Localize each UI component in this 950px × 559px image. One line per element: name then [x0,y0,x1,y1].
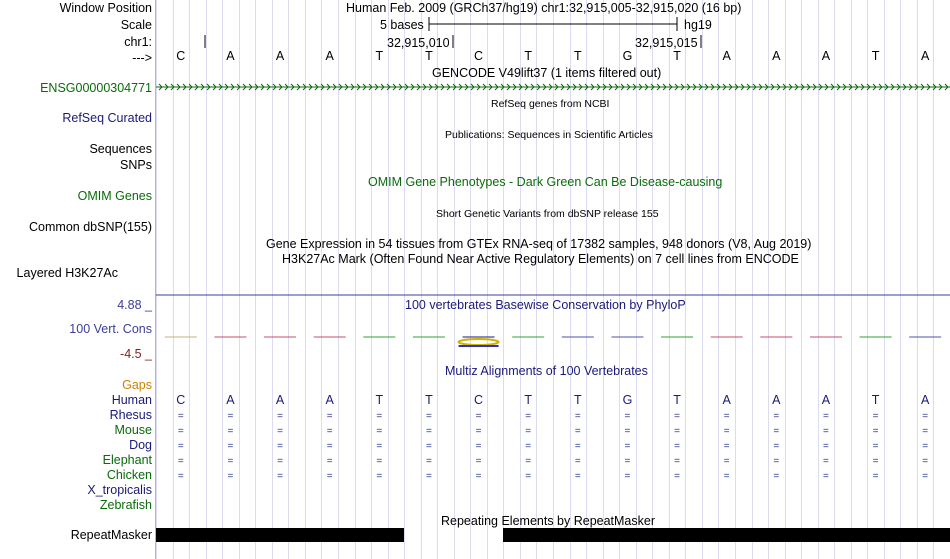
aligned-identity-mark: = [723,441,730,452]
sequence-base: T [573,49,582,63]
sequence-base: C [176,49,186,63]
aligned-identity-mark: = [773,456,780,467]
omim-track-title: OMIM Gene Phenotypes - Dark Green Can Be Disease-causing [368,175,723,189]
aligned-identity-mark: = [475,471,482,482]
human-aligned-base: A [325,393,334,407]
aligned-identity-mark: = [823,426,829,437]
species-label: Rhesus [109,408,152,422]
track-label-refseq[interactable]: RefSeq Curated [62,111,152,125]
aligned-identity-mark: = [773,441,780,452]
aligned-identity-mark: = [426,426,432,437]
aligned-identity-mark: = [376,471,383,482]
human-aligned-base: T [375,393,384,407]
aligned-identity-mark: = [872,426,879,437]
aligned-identity-mark: = [525,411,532,422]
aligned-identity-mark: = [277,411,283,422]
aligned-identity-mark: = [376,411,383,422]
aligned-identity-mark: = [227,411,234,422]
aligned-identity-mark: = [475,411,482,422]
aligned-identity-mark: = [773,426,780,437]
species-label: Dog [129,438,152,452]
human-aligned-base: A [772,393,781,407]
track-label-gencode[interactable]: ENSG00000304771 [40,81,152,95]
strand-label: ---> [132,51,152,65]
track-label-omim[interactable]: OMIM Genes [77,189,152,203]
aligned-identity-mark: = [475,426,482,437]
aligned-identity-mark: = [872,441,879,452]
aligned-identity-mark: = [525,456,532,467]
human-aligned-base: T [425,393,433,407]
conservation-peak [459,339,499,345]
aligned-identity-mark: = [326,471,333,482]
aligned-identity-mark: = [277,426,283,437]
aligned-identity-mark: = [277,456,283,467]
coord-label-a: 32,915,010 [387,36,450,50]
aligned-identity-mark: = [773,411,780,422]
aligned-identity-mark: = [227,456,234,467]
track-data-area [156,0,950,559]
aligned-identity-mark: = [227,441,234,452]
human-aligned-base: A [821,393,831,407]
aligned-identity-mark: = [823,411,829,422]
aligned-identity-mark: = [574,411,581,422]
sequence-base: G [622,49,633,63]
repeat-block-right[interactable] [503,528,950,542]
aligned-identity-mark: = [574,441,581,452]
cons-min-value: -4.5 _ [120,347,152,361]
human-aligned-base: A [722,393,731,407]
sequence-base: A [226,49,235,63]
aligned-identity-mark: = [326,426,333,437]
gencode-gene-feature[interactable] [156,84,950,90]
aligned-identity-mark: = [674,456,680,467]
aligned-identity-mark: = [277,471,283,482]
aligned-identity-mark: = [872,411,879,422]
sequence-base: T [871,49,880,63]
track-graphics [156,0,950,559]
human-aligned-base: A [921,393,930,407]
aligned-identity-mark: = [922,426,929,437]
human-aligned-base: T [524,393,532,407]
track-label-conservation[interactable]: 100 Vert. Cons [69,322,152,336]
aligned-identity-mark: = [922,471,929,482]
aligned-identity-mark: = [674,471,680,482]
h3k27ac-track-title: H3K27Ac Mark (Often Found Near Active Regulatory Elements) on 7 cell lines from ENCODE [282,252,799,266]
track-label-gaps: Gaps [122,378,152,392]
aligned-identity-mark: = [525,426,532,437]
aligned-identity-mark: = [525,471,532,482]
repeatmasker-track-title: Repeating Elements by RepeatMasker [441,514,656,528]
species-label: Chicken [106,468,152,482]
window-position-value: Human Feb. 2009 (GRCh37/hg19) chr1:32,915,005-32,915,020 (16 bp) [346,1,742,15]
aligned-identity-mark: = [674,411,680,422]
sequence-base: T [425,49,433,63]
track-label-dbsnp[interactable]: Common dbSNP(155) [29,220,152,234]
gtex-track-title: Gene Expression in 54 tissues from GTEx RNA-seq of 17382 samples, 948 donors (V8, Aug 2019) [266,237,812,251]
sequence-base: T [375,49,384,63]
aligned-identity-mark: = [624,426,631,437]
scale-label: Scale [120,18,152,32]
species-label: Human [111,393,152,407]
aligned-identity-mark: = [723,411,730,422]
aligned-identity-mark: = [624,411,631,422]
refseq-track-title: RefSeq genes from NCBI [491,98,610,110]
aligned-identity-mark: = [426,456,432,467]
track-label-sequences[interactable]: Sequences [89,142,152,156]
track-label-h3k27ac[interactable]: Layered H3K27Ac [16,266,118,280]
track-label-repeatmasker[interactable]: RepeatMasker [70,528,152,542]
sequence-base: T [673,49,681,63]
aligned-identity-mark: = [426,411,432,422]
aligned-identity-mark: = [426,471,432,482]
aligned-identity-mark: = [376,456,383,467]
aligned-identity-mark: = [177,441,184,452]
aligned-identity-mark: = [723,456,730,467]
aligned-identity-mark: = [574,426,581,437]
species-label: Zebrafish [99,498,152,512]
scale-bases: 5 bases [380,18,424,32]
sequence-base: C [474,49,484,63]
human-aligned-base: C [176,393,186,407]
scale-assembly: hg19 [684,18,712,32]
aligned-identity-mark: = [227,426,234,437]
aligned-identity-mark: = [326,441,333,452]
aligned-identity-mark: = [326,456,333,467]
aligned-identity-mark: = [872,471,879,482]
human-aligned-base: T [573,393,582,407]
sequence-base: A [772,49,781,63]
aligned-identity-mark: = [773,471,780,482]
aligned-identity-mark: = [177,426,184,437]
cons-max-value: 4.88 _ [117,298,152,312]
human-aligned-base: A [275,393,285,407]
aligned-identity-mark: = [177,456,184,467]
aligned-identity-mark: = [674,441,680,452]
dbsnp-track-title: Short Genetic Variants from dbSNP release 155 [436,208,659,220]
publications-track-title: Publications: Sequences in Scientific Articles [445,129,653,141]
aligned-identity-mark: = [426,441,432,452]
aligned-identity-mark: = [177,411,184,422]
human-aligned-base: T [871,393,880,407]
window-position-label: Window Position [59,1,152,15]
aligned-identity-mark: = [872,456,879,467]
human-aligned-base: A [226,393,235,407]
gencode-track-title: GENCODE V49lift37 (1 items filtered out) [432,66,662,80]
track-label-column [0,0,155,559]
coord-label-b: 32,915,015 [635,36,698,50]
aligned-identity-mark: = [823,441,829,452]
multiz-track-title: Multiz Alignments of 100 Vertebrates [445,364,648,378]
aligned-identity-mark: = [624,456,631,467]
species-label: Elephant [102,453,152,467]
aligned-identity-mark: = [922,441,929,452]
human-aligned-base: C [474,393,484,407]
sequence-base: A [921,49,930,63]
sequence-base: A [325,49,334,63]
aligned-identity-mark: = [326,411,333,422]
human-aligned-base: T [673,393,681,407]
aligned-identity-mark: = [624,441,631,452]
aligned-identity-mark: = [376,426,383,437]
aligned-identity-mark: = [922,456,929,467]
aligned-identity-mark: = [277,441,283,452]
aligned-identity-mark: = [624,471,631,482]
species-label: X_tropicalis [87,483,152,497]
conservation-track-title: 100 vertebrates Basewise Conservation by PhyloP [405,298,686,312]
aligned-identity-mark: = [922,411,929,422]
sequence-base: A [275,49,285,63]
human-aligned-base: G [622,393,633,407]
repeat-block-left[interactable] [156,528,404,542]
aligned-identity-mark: = [525,441,532,452]
aligned-identity-mark: = [475,441,482,452]
aligned-identity-mark: = [823,471,829,482]
track-label-snps[interactable]: SNPs [120,158,152,172]
aligned-identity-mark: = [823,456,829,467]
chrom-label: chr1: [124,35,152,49]
aligned-identity-mark: = [574,456,581,467]
species-label: Mouse [114,423,152,437]
sequence-base: A [722,49,731,63]
aligned-identity-mark: = [723,426,730,437]
sequence-base: A [821,49,831,63]
aligned-identity-mark: = [723,471,730,482]
aligned-identity-mark: = [227,471,234,482]
aligned-identity-mark: = [376,441,383,452]
conservation-bars [165,337,941,346]
sequence-base: T [524,49,532,63]
aligned-identity-mark: = [177,471,184,482]
aligned-identity-mark: = [674,426,680,437]
aligned-identity-mark: = [574,471,581,482]
scale-bar [429,17,677,31]
aligned-identity-mark: = [475,456,482,467]
